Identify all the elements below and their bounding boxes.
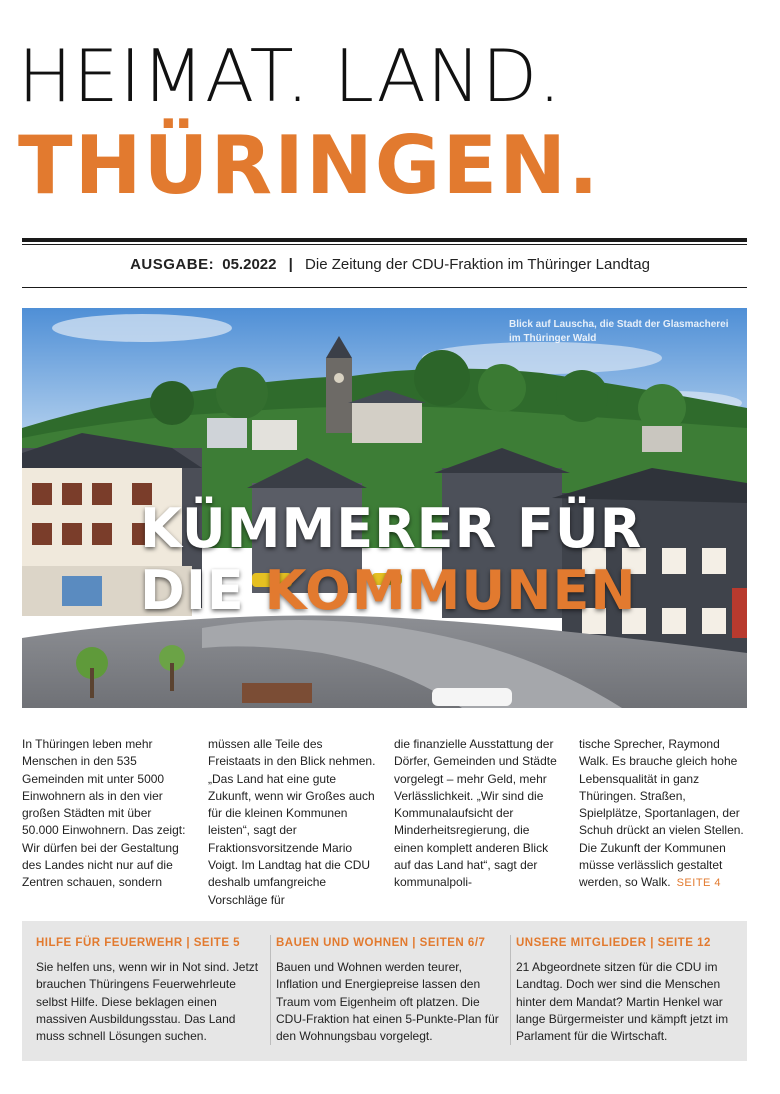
issue-tagline: Die Zeitung der CDU-Fraktion im Thüringer Landtag [305, 256, 650, 273]
hero-caption: Blick auf Lauscha, die Stadt der Glasmacherei im Thüringer Wald [509, 319, 729, 344]
issue-rule [22, 287, 747, 288]
lead-article [22, 736, 747, 907]
teaser-heading: HILFE FÜR FEUERWEHR | SEITE 5 [36, 937, 241, 949]
masthead-rule-thin [22, 244, 747, 245]
headline-line-2 [140, 560, 740, 622]
teaser-heading: BAUEN UND WOHNEN | SEITEN 6/7 [276, 937, 486, 949]
masthead-subtitle: THÜRINGEN. [18, 119, 601, 212]
headline-line-1: KÜMMERER FÜR [140, 497, 643, 560]
teaser-divider [270, 935, 271, 1045]
article-column-4 [579, 736, 747, 893]
issue-number: 05.2022 [222, 256, 277, 273]
issue-separator: | [288, 256, 293, 273]
teaser-box [22, 921, 747, 1061]
teaser-body: Sie helfen uns, wenn wir in Not sind. Jetzt brauchen Thüringens Feuerwehrleute selbst Hilfe. Diese beklagen einen massiven Ausbildungsstau. Das Land muss schnell Lösungen suchen. [36, 960, 259, 1044]
article-page-reference[interactable]: SEITE 4 [676, 877, 722, 890]
headline-line-2-orange: KOMMUNEN [264, 559, 637, 622]
article-column-1: In Thüringen leben mehr Menschen in den 535 Gemeinden mit unter 5000 Einwohnern als in den vier großen Städten mit über 50.000 Einwohnern. Das zeigt: Wir dürfen bei der Gestaltung des Landes nicht nur auf die Zentren schauen, sondern [22, 737, 186, 890]
teaser-divider [510, 935, 511, 1045]
teaser-body: Bauen und Wohnen werden teurer, Inflation und Energiepreise lassen den Traum vom Eigenheim oft platzen. Die CDU-Fraktion hat einen 5-Punkte-Plan für den Wohnungsbau vorgelegt. [276, 960, 499, 1044]
issue-label: AUSGABE: [130, 256, 215, 273]
teaser-bauen-wohnen[interactable] [276, 935, 504, 1045]
masthead-title: HEIMAT. LAND. [18, 34, 563, 118]
issue-line [0, 254, 780, 276]
headline-line-2-white: DIE [140, 559, 265, 622]
article-column-2: müssen alle Teile des Freistaats in den Blick nehmen. „Das Land hat eine gute Zukunft, wenn wir Großes auch für die kleinen Kommunen leisten“, sagt der Fraktionsvorsitzende Mario Voigt. Im Landtag hat die CDU deshalb umfangreiche Vorschläge für [208, 737, 376, 907]
teaser-mitglieder[interactable] [516, 935, 744, 1045]
teaser-heading: UNSERE MITGLIEDER | SEITE 12 [516, 937, 711, 949]
article-column-4-text: tische Sprecher, Raymond Walk. Es brauche gleich hohe Lebensqualität in ganz Thüringen. Straßen, Spielplätze, Sportanlagen, der Schuh drückt an vielen Stellen. Die Zukunft der Kommunen müsse verlässlich gestaltet werden, so Walk. [579, 737, 744, 890]
article-column-3: die finanzielle Ausstattung der Dörfer, Gemeinden und Städte vorgelegt – mehr Geld, mehr Verlässlichkeit. „Wir sind die Kommunalaufsicht der Minderheitsregierung, die einen komplett anderen Blick auf das Land hat“, sagt der kommunalpoli- [394, 737, 557, 890]
hero-headline [140, 498, 740, 622]
teaser-feuerwehr[interactable] [36, 935, 264, 1045]
teaser-body: 21 Abgeordnete sitzen für die CDU im Landtag. Doch wer sind die Menschen hinter dem Mandat? Martin Henkel war lange Bürgermeister und kämpft jetzt im Parlament für die Wirtschaft. [516, 960, 729, 1044]
hero-image [22, 308, 747, 708]
masthead-rule [22, 238, 747, 242]
